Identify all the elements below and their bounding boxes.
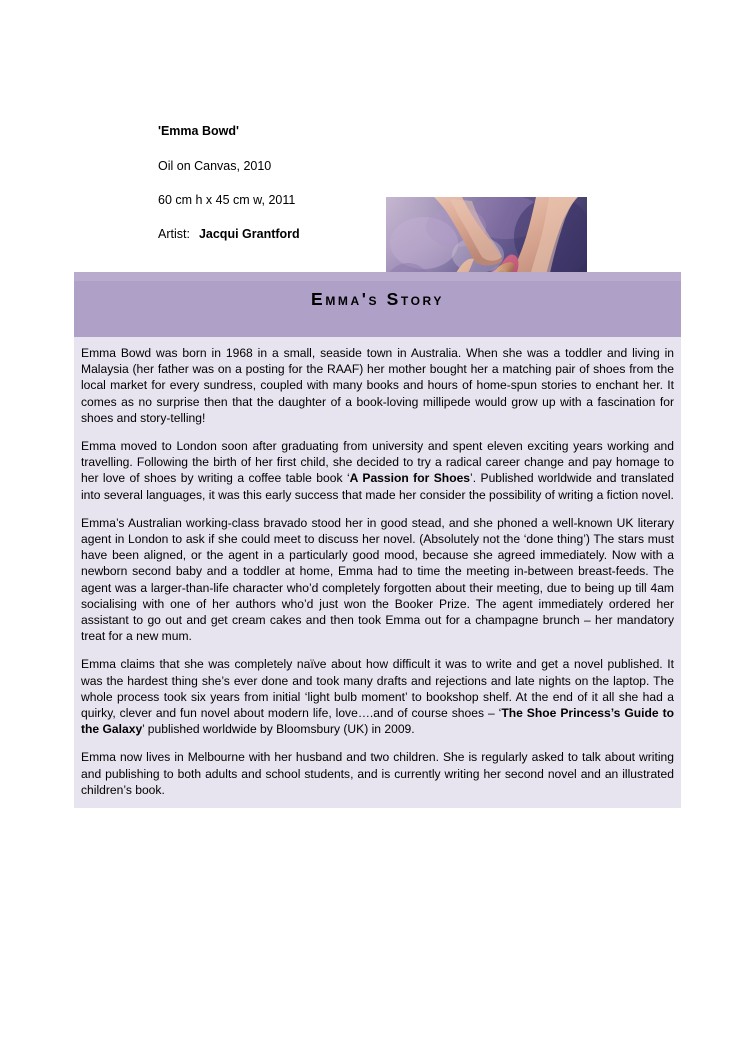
story-paragraph: [81, 749, 674, 798]
story-paragraph: [81, 656, 674, 737]
emphasis-text: The Shoe Princess’s Guide to the Galaxy: [81, 706, 674, 737]
emmas-story-panel: [74, 272, 681, 808]
story-banner: [74, 272, 681, 337]
story-heading: Emma's Story: [311, 289, 444, 309]
body-text: Emma now lives in Melbourne with her husband and two children. She is regularly asked to talk about writing and publishing to both adults and school students, and is currently writing her second novel and an illustrated children’s book.: [81, 750, 674, 797]
artwork-dimensions: 60 cm h x 45 cm w, 2011: [158, 193, 296, 207]
artist-name: Jacqui Grantford: [198, 227, 300, 241]
body-text: Emma Bowd was born in 1968 in a small, seaside town in Australia. When she was a toddler and living in Malaysia (her father was on a posting for the RAAF) her mother bought her a matching pair of shoes from the local market for every sundress, coupled with many books and hours of home-spun stories to enchant her. It comes as no surprise then that the daughter of a book-loving millipede would grow up with a fascination for shoes and story-telling!: [81, 346, 674, 425]
artist-label: Artist:: [158, 227, 190, 241]
emphasis-text: A Passion for Shoes: [349, 471, 471, 486]
artwork-title: 'Emma Bowd': [158, 124, 239, 138]
body-text: Emma moved to London soon after graduating from university and spent eleven exciting years working and travelling. Following the birth of her first child, she decided to try a radical career change and pay homage to her love of shoes by writing a coffee table book ‘: [81, 439, 674, 486]
artwork-header-block: [0, 96, 750, 266]
body-text: ’ published worldwide by Bloomsbury (UK) in 2009.: [142, 722, 415, 737]
banner-top-strip: [74, 272, 681, 281]
artwork-medium: Oil on Canvas, 2010: [158, 159, 272, 173]
body-text: Emma’s Australian working-class bravado stood her in good stead, and she phoned a well-known UK literary agent in London to ask if she could meet to discuss her novel. (Absolutely not the ‘done thing’) The stars must have been aligned, or the agent in a particularly good mood, because she agreed immediately. Now with a newborn second baby and a toddler at home, Emma had to time the meeting in-between breast-feeds. The agent was a larger-than-life character who’d completely forgotten about their meeting, due to being up till 4am socialising with one of her authors who’d just won the Booker Prize. The agent immediately ordered her assistant to go out and get cream cakes and then took Emma out for a champagne brunch – her mandatory treat for a new mum.: [81, 515, 674, 644]
artwork-details: [158, 124, 378, 241]
artwork-artist: [158, 227, 378, 241]
story-paragraph: [81, 438, 674, 503]
body-text: ’. Published worldwide and translated into several languages, it was this early success that made her consider the possibility of writing a fiction novel.: [81, 471, 674, 502]
story-paragraph: [81, 345, 674, 426]
story-body: [74, 337, 681, 808]
body-text: Emma claims that she was completely naïve about how difficult it was to write and get a novel published. It was the hardest thing she’s ever done and took many drafts and rejections and late nights on the laptop. The whole process took six years from initial ‘light bulb moment’ to bookshop shelf. At the end of it all she had a quirky, clever and fun novel about modern life, love….and of course shoes – ‘: [81, 657, 674, 721]
story-paragraph: [81, 515, 674, 645]
